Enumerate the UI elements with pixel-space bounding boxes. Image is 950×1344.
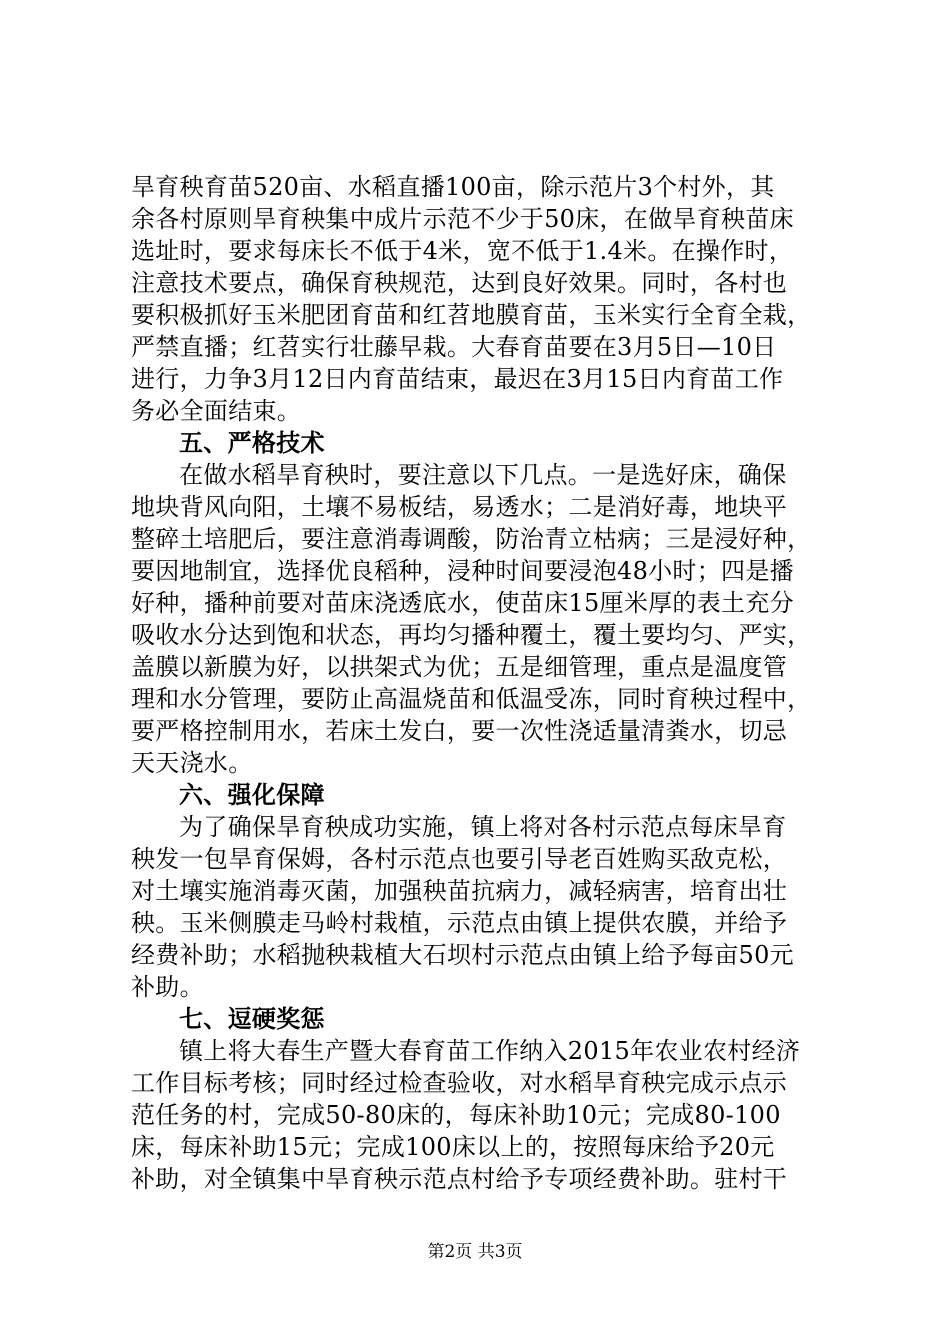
- section-heading: 五、严格技术: [179, 429, 325, 457]
- paragraph-line: 工作目标考核；同时经过检查验收，对水稻旱育秧完成示点示: [131, 1069, 788, 1097]
- paragraph-line: 补助，对全镇集中旱育秧示范点村给予专项经费补助。驻村干: [131, 1165, 788, 1193]
- paragraph-line: 床，每床补助15元；完成100床以上的，按照每床给予20元: [131, 1133, 775, 1161]
- paragraph-line: 经费补助；水稻抛秧栽植大石坝村示范点由镇上给予每亩50元: [131, 941, 794, 969]
- paragraph-line: 整碎土培肥后，要注意消毒调酸，防治青立枯病；三是浸好种，: [131, 525, 812, 553]
- paragraph-line: 进行，力争3月12日内育苗结束，最迟在3月15日内育苗工作: [131, 365, 784, 393]
- section-heading: 七、逗硬奖惩: [179, 1005, 325, 1033]
- paragraph-line: 天天浇水。: [131, 749, 253, 777]
- document-body: [131, 171, 831, 1195]
- paragraph-line: 盖膜以新膜为好，以拱架式为优；五是细管理，重点是温度管: [131, 653, 788, 681]
- paragraph-line: 务必全面结束。: [131, 397, 302, 425]
- paragraph-line: 秧发一包旱育保姆，各村示范点也要引导老百姓购买敌克松，: [131, 845, 788, 873]
- paragraph-line: 理和水分管理，要防止高温烧苗和低温受冻，同时育秧过程中，: [131, 685, 812, 713]
- paragraph-line: 地块背风向阳，土壤不易板结，易透水；二是消好毒，地块平: [131, 493, 788, 521]
- paragraph-line: 为了确保旱育秧成功实施，镇上将对各村示范点每床旱育: [179, 813, 787, 841]
- paragraph-line: 选址时，要求每床长不低于4米，宽不低于1.4米。在操作时，: [131, 237, 794, 265]
- paragraph-line: 吸收水分达到饱和状态，再均匀播种覆土，覆土要均匀、严实，: [131, 621, 812, 649]
- paragraph-line: 对土壤实施消毒灭菌，加强秧苗抗病力，减轻病害，培育出壮: [131, 877, 788, 905]
- paragraph-line: 旱育秧育苗520亩、水稻直播100亩，除示范片3个村外，其: [131, 173, 775, 201]
- paragraph-line: 范任务的村，完成50-80床的，每床补助10元；完成80-100: [131, 1101, 781, 1129]
- paragraph-line: 补助。: [131, 973, 204, 1001]
- paragraph-line: 余各村原则旱育秧集中成片示范不少于50床，在做旱育秧苗床: [131, 205, 794, 233]
- page-number-label: 第2页 共3页: [427, 1242, 523, 1262]
- paragraph-line: 要因地制宜，选择优良稻种，浸种时间要浸泡48小时；四是播: [131, 557, 794, 585]
- paragraph-line: 严禁直播；红苕实行壮藤早栽。大春育苗要在3月5日—10日: [131, 333, 777, 361]
- paragraph-line: 要严格控制用水，若床土发白，要一次性浇适量清粪水，切忌: [131, 717, 788, 745]
- paragraph-line: 秧。玉米侧膜走马岭村栽植，示范点由镇上提供农膜，并给予: [131, 909, 788, 937]
- section-heading: 六、强化保障: [179, 781, 325, 809]
- paragraph-line: 好种，播种前要对苗床浇透底水，使苗床15厘米厚的表土充分: [131, 589, 794, 617]
- paragraph-line: 镇上将大春生产暨大春育苗工作纳入2015年农业农村经济: [179, 1037, 801, 1065]
- paragraph-line: 要积极抓好玉米肥团育苗和红苕地膜育苗，玉米实行全育全栽，: [131, 301, 812, 329]
- paragraph-line: 在做水稻旱育秧时，要注意以下几点。一是选好床，确保: [179, 461, 787, 489]
- page-footer: [0, 1240, 950, 1264]
- paragraph-line: 注意技术要点，确保育秧规范，达到良好效果。同时，各村也: [131, 269, 788, 297]
